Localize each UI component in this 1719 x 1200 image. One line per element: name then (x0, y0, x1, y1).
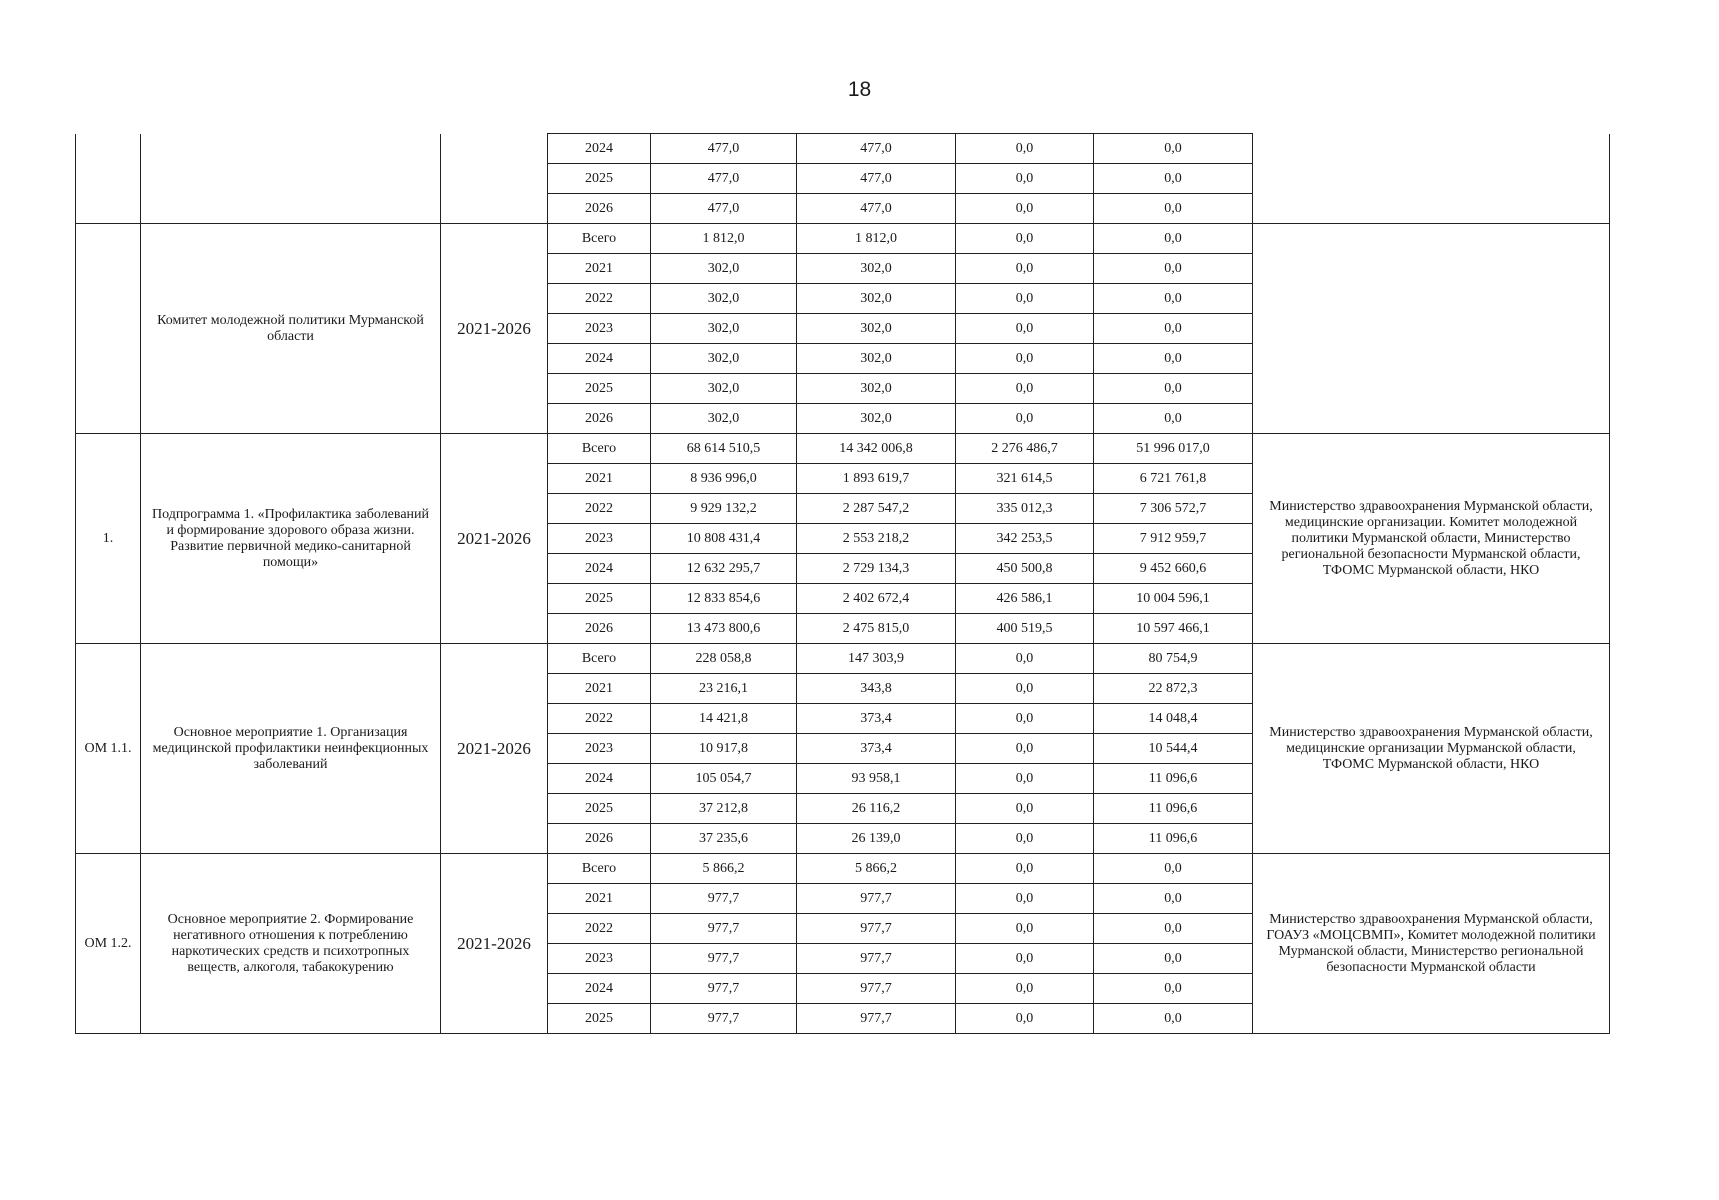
amount-cell: 12 632 295,7 (651, 554, 797, 584)
amount-cell: 373,4 (797, 704, 956, 734)
implementation-period: 2021-2026 (441, 644, 548, 854)
amount-cell: 0,0 (1094, 284, 1253, 314)
year-cell: 2025 (548, 374, 651, 404)
amount-cell: 302,0 (797, 254, 956, 284)
executors-cell: Министерство здравоохранения Мурманской области, медицинские организации. Комитет молодежной политики Мурманской области, Министерство региональной безопасности Мурманской области, ТФОМС Мурманской области, НКО (1253, 434, 1610, 644)
amount-cell: 977,7 (651, 884, 797, 914)
amount-cell: 302,0 (651, 284, 797, 314)
year-cell: 2025 (548, 1004, 651, 1034)
implementation-period: 2021-2026 (441, 434, 548, 644)
year-cell: 2024 (548, 554, 651, 584)
amount-cell: 302,0 (651, 344, 797, 374)
page-number: 18 (847, 78, 872, 101)
amount-cell: 477,0 (651, 134, 797, 164)
year-cell: 2026 (548, 404, 651, 434)
amount-cell: 0,0 (956, 914, 1094, 944)
executors-cell (1253, 134, 1610, 224)
amount-cell: 2 287 547,2 (797, 494, 956, 524)
table-row (76, 434, 1610, 464)
amount-cell: 7 306 572,7 (1094, 494, 1253, 524)
year-cell: 2024 (548, 764, 651, 794)
year-cell: 2023 (548, 944, 651, 974)
amount-cell: 0,0 (956, 254, 1094, 284)
amount-cell: 302,0 (797, 404, 956, 434)
amount-cell: 977,7 (797, 974, 956, 1004)
amount-cell: 0,0 (1094, 914, 1253, 944)
amount-cell: 0,0 (956, 944, 1094, 974)
amount-cell: 0,0 (956, 284, 1094, 314)
amount-cell: 0,0 (956, 884, 1094, 914)
amount-cell: 14 342 006,8 (797, 434, 956, 464)
amount-cell: 10 597 466,1 (1094, 614, 1253, 644)
amount-cell: 302,0 (651, 374, 797, 404)
amount-cell: 400 519,5 (956, 614, 1094, 644)
amount-cell: 0,0 (1094, 374, 1253, 404)
year-cell: 2023 (548, 734, 651, 764)
amount-cell: 342 253,5 (956, 524, 1094, 554)
year-cell: 2021 (548, 464, 651, 494)
amount-cell: 5 866,2 (651, 854, 797, 884)
table-body (76, 134, 1610, 1034)
amount-cell: 14 048,4 (1094, 704, 1253, 734)
executors-cell: Министерство здравоохранения Мурманской области, ГОАУЗ «МОЦСВМП», Комитет молодежной политики Мурманской области, Министерство региональной безопасности Мурманской области (1253, 854, 1610, 1034)
amount-cell: 13 473 800,6 (651, 614, 797, 644)
year-cell: 2022 (548, 704, 651, 734)
amount-cell: 0,0 (956, 374, 1094, 404)
year-cell: 2023 (548, 524, 651, 554)
amount-cell: 0,0 (956, 674, 1094, 704)
amount-cell: 0,0 (1094, 134, 1253, 164)
measure-code: 1. (76, 434, 141, 644)
amount-cell: 0,0 (1094, 884, 1253, 914)
amount-cell: 10 917,8 (651, 734, 797, 764)
year-cell: 2025 (548, 164, 651, 194)
amount-cell: 477,0 (651, 194, 797, 224)
budget-table (75, 133, 1610, 1034)
amount-cell: 2 553 218,2 (797, 524, 956, 554)
amount-cell: 0,0 (956, 794, 1094, 824)
year-cell: 2026 (548, 614, 651, 644)
amount-cell: 228 058,8 (651, 644, 797, 674)
year-cell: 2022 (548, 494, 651, 524)
amount-cell: 1 812,0 (797, 224, 956, 254)
amount-cell: 10 004 596,1 (1094, 584, 1253, 614)
amount-cell: 11 096,6 (1094, 764, 1253, 794)
amount-cell: 0,0 (1094, 1004, 1253, 1034)
amount-cell: 93 958,1 (797, 764, 956, 794)
year-cell: Всего (548, 224, 651, 254)
amount-cell: 977,7 (651, 1004, 797, 1034)
amount-cell: 477,0 (651, 164, 797, 194)
amount-cell: 0,0 (956, 314, 1094, 344)
amount-cell: 1 812,0 (651, 224, 797, 254)
year-cell: 2024 (548, 974, 651, 1004)
amount-cell: 0,0 (956, 704, 1094, 734)
amount-cell: 11 096,6 (1094, 794, 1253, 824)
amount-cell: 68 614 510,5 (651, 434, 797, 464)
amount-cell: 335 012,3 (956, 494, 1094, 524)
measure-code (76, 224, 141, 434)
amount-cell: 37 212,8 (651, 794, 797, 824)
measure-name: Основное мероприятие 1. Организация медицинской профилактики неинфекционных заболеваний (141, 644, 441, 854)
amount-cell: 2 402 672,4 (797, 584, 956, 614)
amount-cell: 477,0 (797, 164, 956, 194)
year-cell: Всего (548, 644, 651, 674)
measure-code (76, 134, 141, 224)
amount-cell: 9 452 660,6 (1094, 554, 1253, 584)
amount-cell: 977,7 (797, 1004, 956, 1034)
amount-cell: 2 475 815,0 (797, 614, 956, 644)
amount-cell: 11 096,6 (1094, 824, 1253, 854)
measure-code: ОМ 1.1. (76, 644, 141, 854)
amount-cell: 1 893 619,7 (797, 464, 956, 494)
amount-cell: 0,0 (956, 224, 1094, 254)
implementation-period: 2021-2026 (441, 854, 548, 1034)
amount-cell: 14 421,8 (651, 704, 797, 734)
amount-cell: 302,0 (651, 254, 797, 284)
amount-cell: 343,8 (797, 674, 956, 704)
year-cell: 2022 (548, 284, 651, 314)
amount-cell: 12 833 854,6 (651, 584, 797, 614)
measure-name (141, 134, 441, 224)
amount-cell: 977,7 (651, 914, 797, 944)
amount-cell: 977,7 (797, 914, 956, 944)
amount-cell: 0,0 (1094, 974, 1253, 1004)
amount-cell: 0,0 (1094, 164, 1253, 194)
amount-cell: 0,0 (956, 854, 1094, 884)
amount-cell: 0,0 (956, 164, 1094, 194)
amount-cell: 977,7 (797, 884, 956, 914)
measure-name: Комитет молодежной политики Мурманской области (141, 224, 441, 434)
year-cell: 2023 (548, 314, 651, 344)
amount-cell: 8 936 996,0 (651, 464, 797, 494)
amount-cell: 10 544,4 (1094, 734, 1253, 764)
amount-cell: 477,0 (797, 194, 956, 224)
year-cell: 2021 (548, 884, 651, 914)
amount-cell: 0,0 (1094, 314, 1253, 344)
amount-cell: 0,0 (1094, 404, 1253, 434)
amount-cell: 7 912 959,7 (1094, 524, 1253, 554)
amount-cell: 2 729 134,3 (797, 554, 956, 584)
table-row (76, 854, 1610, 884)
amount-cell: 2 276 486,7 (956, 434, 1094, 464)
amount-cell: 37 235,6 (651, 824, 797, 854)
year-cell: 2021 (548, 254, 651, 284)
amount-cell: 302,0 (797, 284, 956, 314)
amount-cell: 0,0 (956, 404, 1094, 434)
year-cell: 2026 (548, 194, 651, 224)
amount-cell: 0,0 (1094, 194, 1253, 224)
year-cell: 2025 (548, 794, 651, 824)
year-cell: 2026 (548, 824, 651, 854)
amount-cell: 0,0 (956, 194, 1094, 224)
amount-cell: 9 929 132,2 (651, 494, 797, 524)
amount-cell: 977,7 (797, 944, 956, 974)
amount-cell: 302,0 (797, 314, 956, 344)
year-cell: 2025 (548, 584, 651, 614)
executors-cell (1253, 224, 1610, 434)
amount-cell: 302,0 (797, 344, 956, 374)
amount-cell: 22 872,3 (1094, 674, 1253, 704)
year-cell: Всего (548, 434, 651, 464)
amount-cell: 10 808 431,4 (651, 524, 797, 554)
amount-cell: 0,0 (1094, 854, 1253, 884)
amount-cell: 0,0 (956, 974, 1094, 1004)
amount-cell: 373,4 (797, 734, 956, 764)
year-cell: 2024 (548, 134, 651, 164)
amount-cell: 51 996 017,0 (1094, 434, 1253, 464)
executors-cell: Министерство здравоохранения Мурманской области, медицинские организации Мурманской области, ТФОМС Мурманской области, НКО (1253, 644, 1610, 854)
amount-cell: 477,0 (797, 134, 956, 164)
year-cell: 2022 (548, 914, 651, 944)
amount-cell: 0,0 (956, 134, 1094, 164)
amount-cell: 977,7 (651, 974, 797, 1004)
table-row (76, 224, 1610, 254)
table-row (76, 134, 1610, 164)
amount-cell: 0,0 (1094, 254, 1253, 284)
year-cell: Всего (548, 854, 651, 884)
amount-cell: 0,0 (1094, 344, 1253, 374)
implementation-period: 2021-2026 (441, 224, 548, 434)
amount-cell: 5 866,2 (797, 854, 956, 884)
amount-cell: 426 586,1 (956, 584, 1094, 614)
amount-cell: 321 614,5 (956, 464, 1094, 494)
amount-cell: 302,0 (651, 314, 797, 344)
implementation-period (441, 134, 548, 224)
amount-cell: 0,0 (956, 764, 1094, 794)
amount-cell: 26 116,2 (797, 794, 956, 824)
amount-cell: 0,0 (956, 824, 1094, 854)
amount-cell: 0,0 (1094, 224, 1253, 254)
amount-cell: 0,0 (956, 1004, 1094, 1034)
measure-name: Подпрограмма 1. «Профилактика заболеваний и формирование здорового образа жизни. Развитие первичной медико-санитарной помощи» (141, 434, 441, 644)
amount-cell: 105 054,7 (651, 764, 797, 794)
amount-cell: 450 500,8 (956, 554, 1094, 584)
amount-cell: 23 216,1 (651, 674, 797, 704)
amount-cell: 147 303,9 (797, 644, 956, 674)
amount-cell: 0,0 (956, 644, 1094, 674)
measure-name: Основное мероприятие 2. Формирование негативного отношения к потреблению наркотических средств и психотропных веществ, алкоголя, табакокурению (141, 854, 441, 1034)
table-row (76, 644, 1610, 674)
amount-cell: 302,0 (651, 404, 797, 434)
amount-cell: 0,0 (1094, 944, 1253, 974)
amount-cell: 977,7 (651, 944, 797, 974)
amount-cell: 80 754,9 (1094, 644, 1253, 674)
measure-code: ОМ 1.2. (76, 854, 141, 1034)
year-cell: 2021 (548, 674, 651, 704)
amount-cell: 6 721 761,8 (1094, 464, 1253, 494)
amount-cell: 0,0 (956, 734, 1094, 764)
year-cell: 2024 (548, 344, 651, 374)
amount-cell: 26 139,0 (797, 824, 956, 854)
amount-cell: 302,0 (797, 374, 956, 404)
amount-cell: 0,0 (956, 344, 1094, 374)
